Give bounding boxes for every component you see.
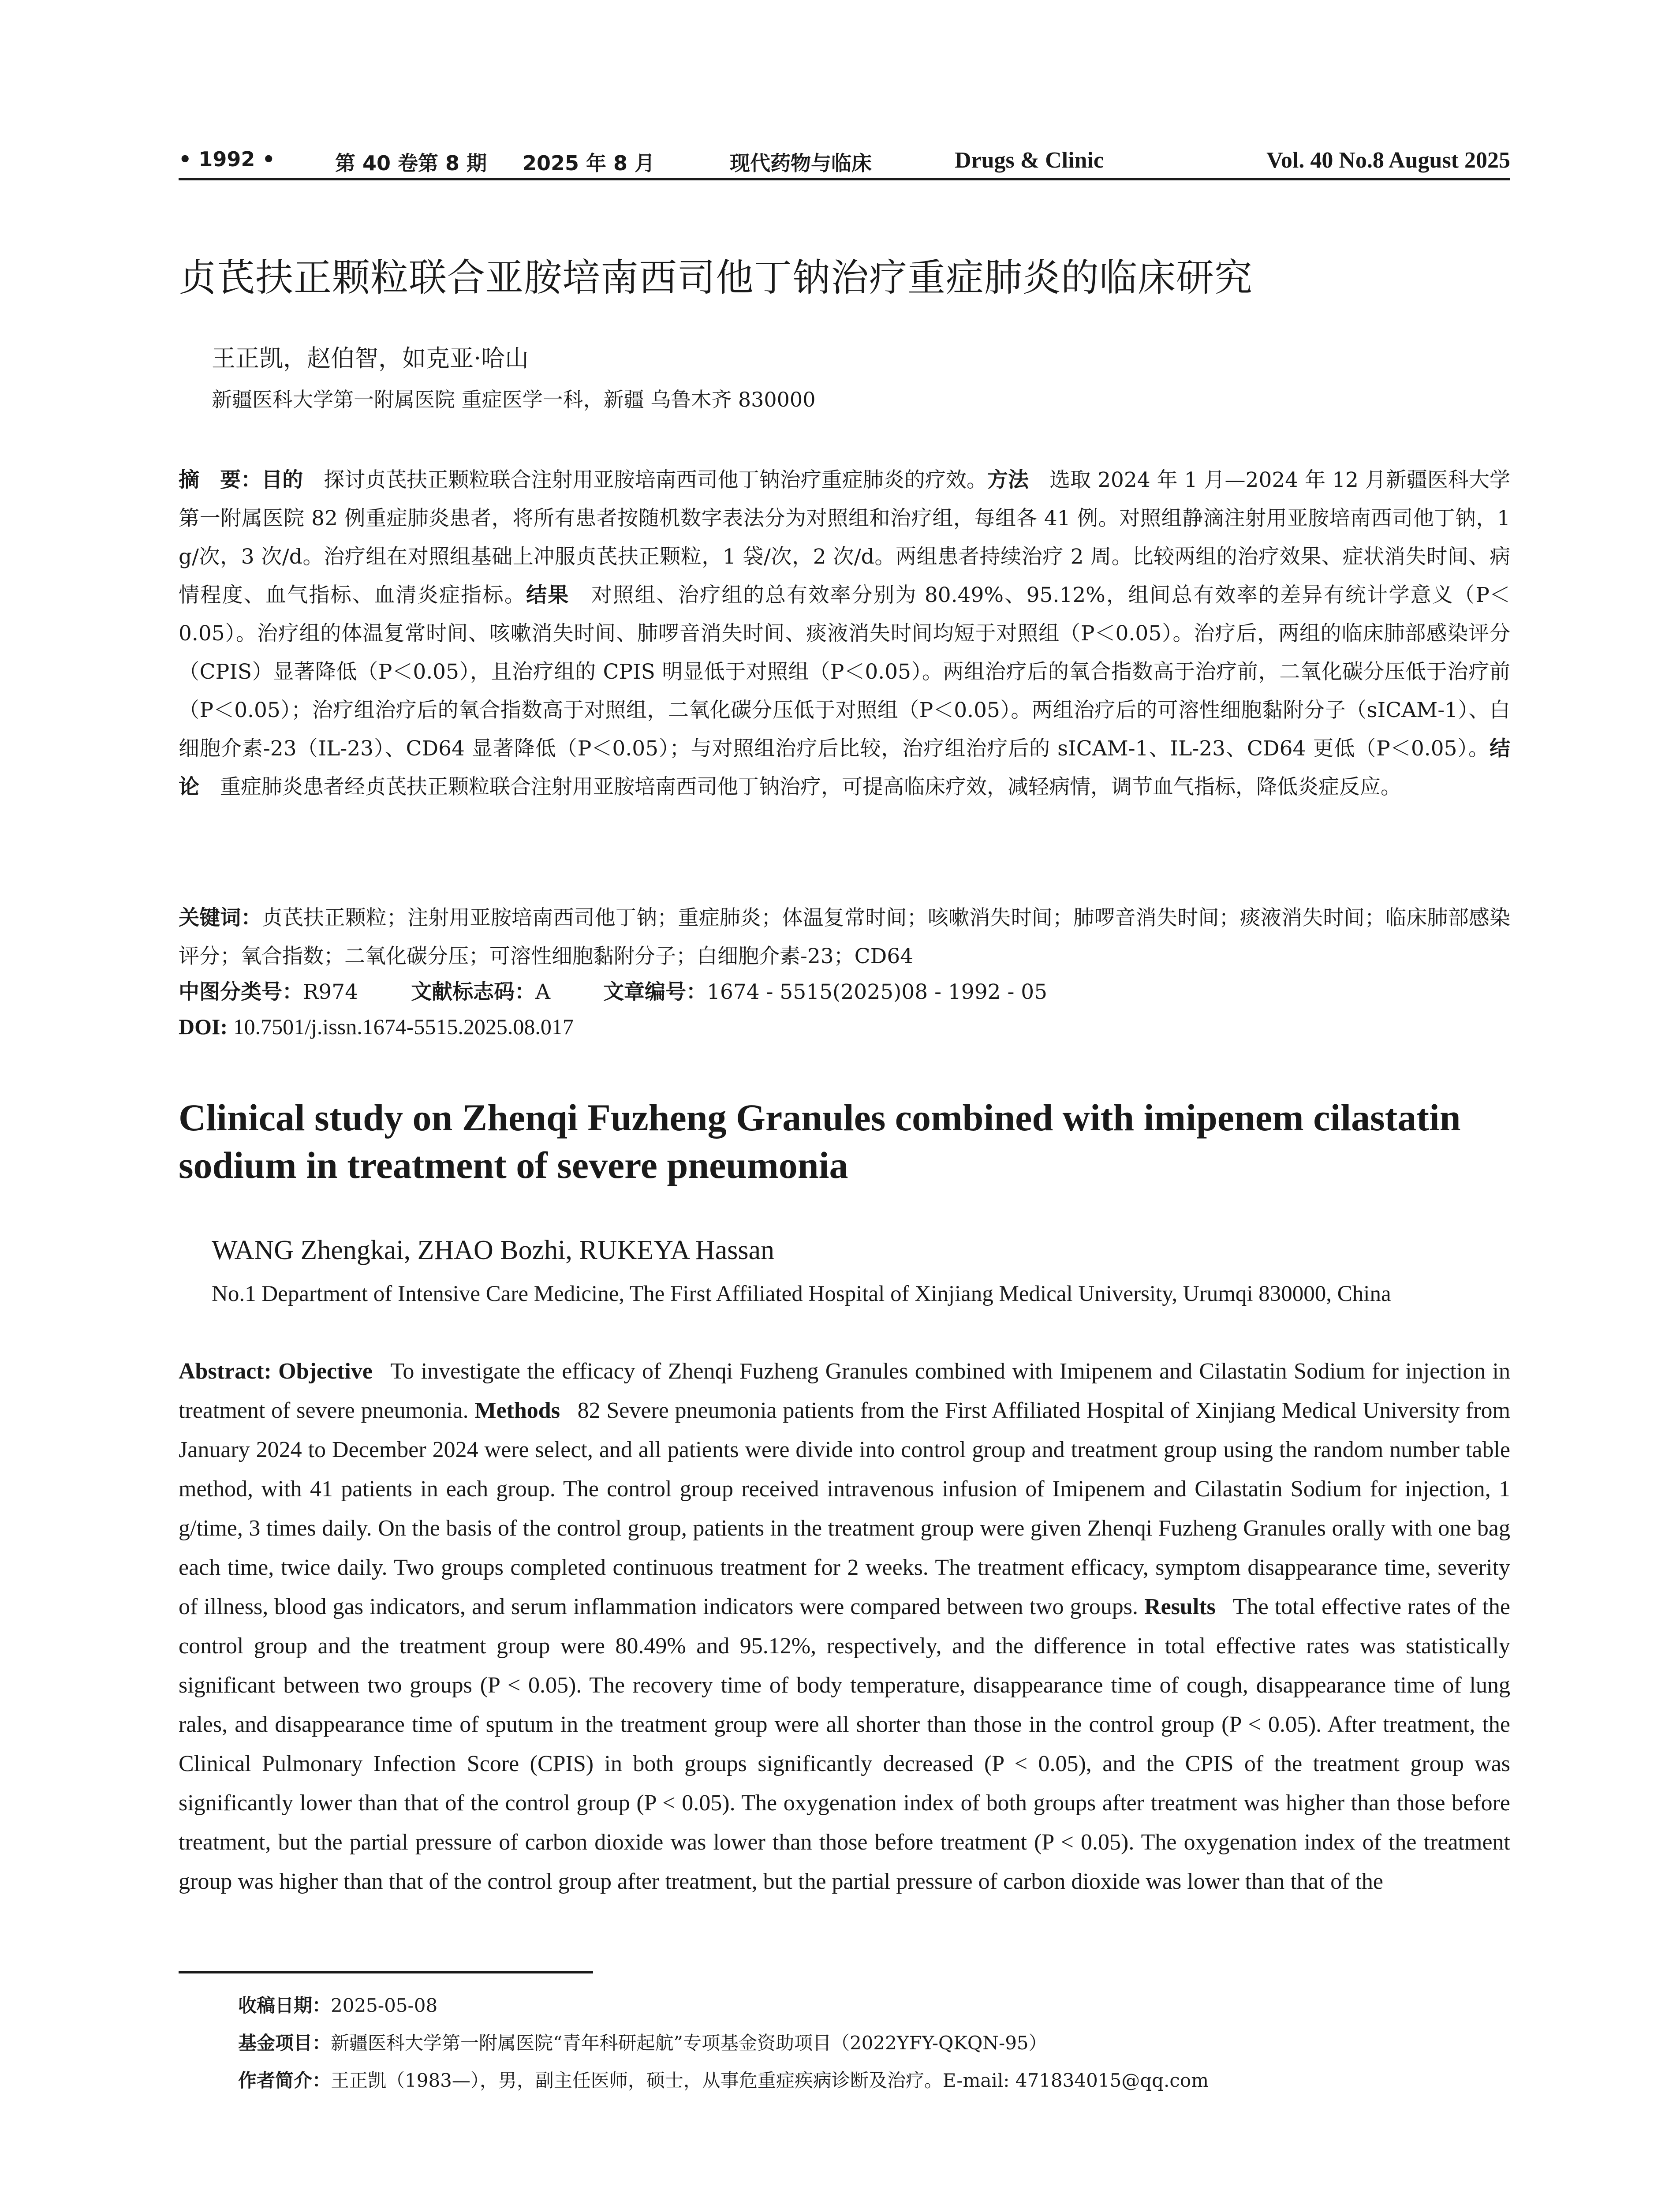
- funding-text: 新疆医科大学第一附属医院“青年科研起航”专项基金资助项目（2022YFY-QKQN-95）: [331, 2032, 1047, 2054]
- classification-line: [179, 975, 1510, 1005]
- footnote-received: [238, 1991, 437, 2018]
- page-number: • 1992 •: [179, 147, 275, 171]
- author-bio-text: 王正凯（1983—），男，副主任医师，硕士，从事危重症疾病诊断及治疗。E-mail: 471834015@qq.com: [331, 2070, 1209, 2091]
- footnote-divider: [179, 1971, 593, 1973]
- doc-code-value: A: [535, 980, 551, 1004]
- methods-label-en: Methods: [474, 1398, 560, 1423]
- affiliation-cn: 新疆医科大学第一附属医院 重症医学一科，新疆 乌鲁木齐 830000: [212, 388, 816, 411]
- objective-label-en: Objective: [278, 1359, 373, 1384]
- doi-label: DOI:: [179, 1014, 228, 1039]
- article-title-en: Clinical study on Zhenqi Fuzheng Granules combined with imipenem cilastatin sodium in treatment of severe pneumonia: [179, 1096, 1461, 1186]
- volume-cn: 第 40 卷第 8 期: [335, 151, 487, 175]
- keywords-label-cn: 关键词：: [179, 906, 262, 930]
- results-text-en: The total effective rates of the control group and the treatment group were 80.49% and 95.12%, respectively, and the difference in total effective rates was statistically significant between two groups (P < 0.05). The recovery time of body temperature, disappearance time of cough, disappearance time of lung rales, and disappearance time of sputum in the treatment group were all shorter than those in the control group (P < 0.05). After treatment, the Clinical Pulmonary Infection Score (CPIS) in both groups significantly decreased (P < 0.05), and the CPIS of the treatment group was significantly lower than that of the control group (P < 0.05). The oxygenation index of both groups after treatment was higher than those before treatment, but the partial pressure of carbon dioxide was lower than those before treatment (P < 0.05). The oxygenation index of the treatment group was higher than that of the control group after treatment, but the partial pressure of carbon dioxide was lower than that of the: [179, 1594, 1511, 1894]
- results-text-cn: 对照组、治疗组的总有效率分别为 80.49%、95.12%，组间总有效率的差异有统计学意义（P＜0.05）。治疗组的体温复常时间、咳嗽消失时间、肺啰音消失时间、痰液消失时间均短于对照组（P＜0.05）。治疗后，两组的临床肺部感染评分（CPIS）显著降低（P＜0.05），且治疗组的 CPIS 明显低于对照组（P＜0.05）。两组治疗后的氧合指数高于治疗前，二氧化碳分压低于治疗前（P＜0.05）；治疗组治疗后的氧合指数高于对照组，二氧化碳分压低于对照组（P＜0.05）。两组治疗后的可溶性细胞黏附分子（sICAM-1）、白细胞介素-23（IL-23）、CD64 显著降低（P＜0.05）；与对照组治疗后比较，治疗组治疗后的 sICAM-1、IL-23、CD64 更低（P＜0.05）。: [179, 583, 1511, 761]
- keywords-cn: [179, 899, 1510, 975]
- running-header: [179, 140, 1510, 180]
- article-id-label: 文章编号：: [603, 980, 707, 1004]
- article-id-value: 1674 - 5515(2025)08 - 1992 - 05: [707, 980, 1048, 1004]
- methods-label-cn: 方法: [987, 468, 1029, 492]
- abstract-cn-label: 摘 要：: [179, 468, 262, 492]
- affiliation-en: No.1 Department of Intensive Care Medicine, The First Affiliated Hospital of Xinjiang Medical University, Urumqi 830000, China: [212, 1282, 1391, 1306]
- footnote-funding: [238, 2029, 1047, 2055]
- authors-cn: 王正凯，赵伯智，如克亚·哈山: [212, 344, 529, 372]
- footnote-author: [238, 2066, 1209, 2093]
- conclusion-text-cn: 重症肺炎患者经贞芪扶正颗粒联合注射用亚胺培南西司他丁钠治疗，可提高临床疗效，减轻病情，调节血气指标，降低炎症反应。: [220, 775, 1401, 799]
- received-date: 2025-05-08: [331, 1995, 438, 2016]
- article-title-cn: 贞芪扶正颗粒联合亚胺培南西司他丁钠治疗重症肺炎的临床研究: [179, 256, 1253, 300]
- abstract-cn: [179, 461, 1510, 806]
- conclusion-label-cn: 结论: [179, 736, 1510, 799]
- journal-name-cn: 现代药物与临床: [730, 151, 872, 175]
- doi-line: [179, 1014, 1510, 1039]
- abstract-en-label: Abstract:: [179, 1359, 272, 1384]
- received-label: 收稿日期：: [238, 1995, 331, 2016]
- keywords-text-cn: 贞芪扶正颗粒；注射用亚胺培南西司他丁钠；重症肺炎；体温复常时间；咳嗽消失时间；肺啰音消失时间；痰液消失时间；临床肺部感染评分；氧合指数；二氧化碳分压；可溶性细胞黏附分子；白细胞介素-23；CD64: [179, 906, 1510, 968]
- methods-text-cn: 选取 2024 年 1 月—2024 年 12 月新疆医科大学第一附属医院 82 例重症肺炎患者，将所有患者按随机数字表法分为对照组和治疗组，每组各 41 例。对照组静滴注射用亚胺培南西司他丁钠，1 g/次，3 次/d。治疗组在对照组基础上冲服贞芪扶正颗粒，1 袋/次，2 次/d。两组患者持续治疗 2 周。比较两组的治疗效果、症状消失时间、病情程度、血气指标、血清炎症指标。: [179, 468, 1511, 607]
- journal-name-en: Drugs & Clinic: [955, 148, 1104, 173]
- objective-label-cn: 目的: [261, 468, 303, 492]
- results-label-cn: 结果: [526, 583, 570, 607]
- doi-value[interactable]: 10.7501/j.issn.1674-5515.2025.08.017: [233, 1014, 574, 1039]
- author-bio-label: 作者简介：: [238, 2070, 331, 2091]
- clc-value: R974: [303, 980, 358, 1004]
- methods-text-en: 82 Severe pneumonia patients from the First Affiliated Hospital of Xinjiang Medical University from January 2024 to December 2024 were select, and all patients were divide into control group and treatment group using the random number table method, with 41 patients in each group. The control group received intravenous infusion of Imipenem and Cilastatin Sodium for injection, 1 g/time, 3 times daily. On the basis of the control group, patients in the treatment group were given Zhenqi Fuzheng Granules orally with one bag each time, twice daily. Two groups completed continuous treatment for 2 weeks. The treatment efficacy, symptom disappearance time, severity of illness, blood gas indicators, and serum inflammation indicators were compared between two groups.: [179, 1398, 1510, 1619]
- doc-code-label: 文献标志码：: [411, 980, 536, 1004]
- objective-text-cn: 探讨贞芪扶正颗粒联合注射用亚胺培南西司他丁钠治疗重症肺炎的疗效。: [324, 468, 987, 492]
- abstract-en: [179, 1352, 1510, 1901]
- authors-en: WANG Zhengkai, ZHAO Bozhi, RUKEYA Hassan: [212, 1235, 774, 1265]
- objective-text-en: To investigate the efficacy of Zhenqi Fuzheng Granules combined with Imipenem and Cilastatin Sodium for injection in treatment of severe pneumonia.: [179, 1359, 1511, 1423]
- clc-label: 中图分类号：: [179, 980, 303, 1004]
- funding-label: 基金项目：: [238, 2032, 331, 2054]
- volume-en: Vol. 40 No.8 August 2025: [1266, 148, 1510, 173]
- results-label-en: Results: [1144, 1594, 1216, 1619]
- date-cn: 2025 年 8 月: [523, 151, 655, 175]
